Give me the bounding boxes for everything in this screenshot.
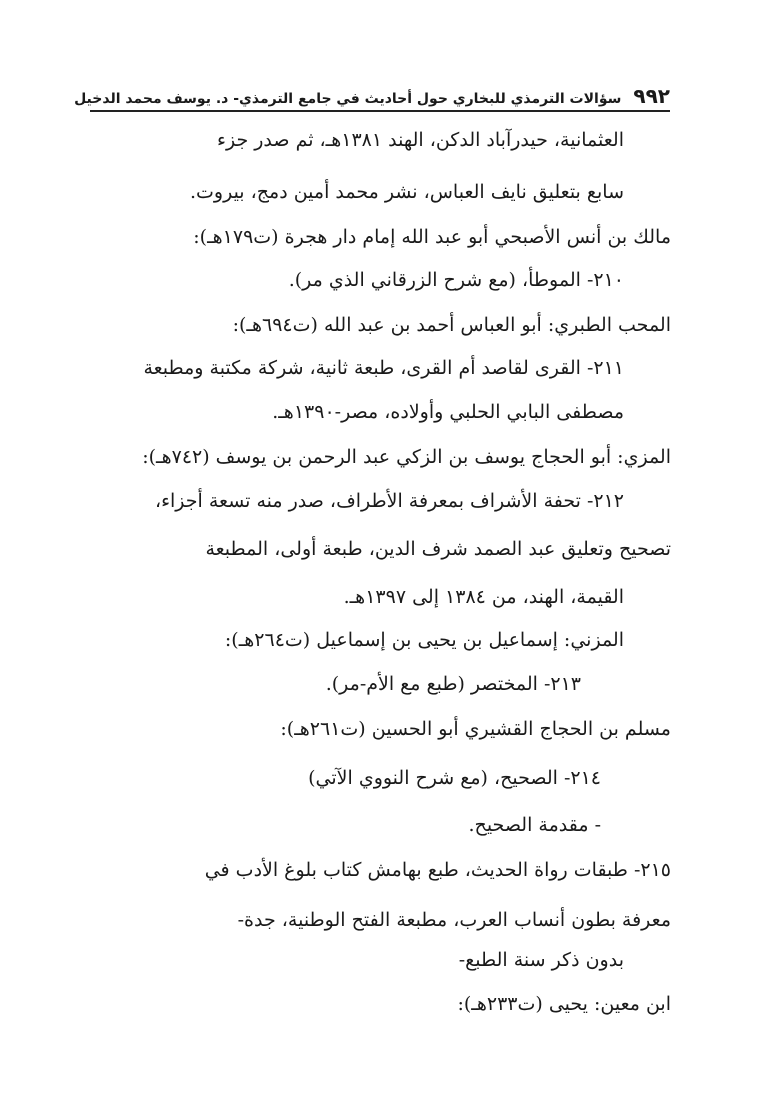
page-number: ٩٩٢ [633,84,670,108]
text-line: بدون ذكر سنة الطبع- [458,949,624,971]
bibliography-entry: ٢١٣- المختصر (طبع مع الأم-مر). [325,673,581,695]
header-rule [90,110,670,112]
bibliography-entry: ٢١١- القرى لقاصد أم القرى، طبعة ثانية، شركة مكتبة ومطبعة [143,357,624,379]
author-heading: مالك بن أنس الأصبحي أبو عبد الله إمام دار هجرة (ت١٧٩هـ): [193,226,671,248]
author-heading: المحب الطبري: أبو العباس أحمد بن عبد الله (ت٦٩٤هـ): [232,314,671,336]
page-header [74,84,670,108]
text-line: معرفة بطون أنساب العرب، مطبعة الفتح الوطنية، جدة- [237,909,671,931]
bibliography-entry: ٢١٠- الموطأ، (مع شرح الزرقاني الذي مر). [288,269,624,291]
bibliography-entry: ٢١٤- الصحيح، (مع شرح النووي الآتي) [308,767,601,789]
text-line: مصطفى البابي الحلبي وأولاده، مصر-١٣٩٠هـ. [272,401,624,423]
bibliography-entry: ٢١٥- طبقات رواة الحديث، طبع بهامش كتاب بلوغ الأدب في [204,859,671,881]
author-heading: المزني: إسماعيل بن يحيى بن إسماعيل (ت٢٦٤هـ): [224,629,624,651]
bibliography-entry: ٢١٢- تحفة الأشراف بمعرفة الأطراف، صدر منه تسعة أجزاء، [154,490,624,512]
author-heading: ابن معين: يحيى (ت٢٣٣هـ): [457,993,671,1015]
text-line: القيمة، الهند، من ١٣٨٤ إلى ١٣٩٧هـ. [343,586,624,608]
running-title: سؤالات الترمذي للبخاري حول أحاديث في جامع الترمذي- د. يوسف محمد الدخيل [74,91,622,107]
author-heading: المزي: أبو الحجاج يوسف بن الزكي عبد الرحمن بن يوسف (٧٤٢هـ): [142,446,671,468]
text-line: سابع بتعليق نايف العباس، نشر محمد أمين دمج، بيروت. [189,181,624,203]
author-heading: مسلم بن الحجاج القشيري أبو الحسين (ت٢٦١هـ): [280,718,671,740]
bibliography-entry: - مقدمة الصحيح. [468,814,601,836]
text-line: العثمانية، حيدرآباد الدكن، الهند ١٣٨١هـ، ثم صدر جزء [217,129,624,151]
text-line: تصحيح وتعليق عبد الصمد شرف الدين، طبعة أولى، المطبعة [205,538,671,560]
